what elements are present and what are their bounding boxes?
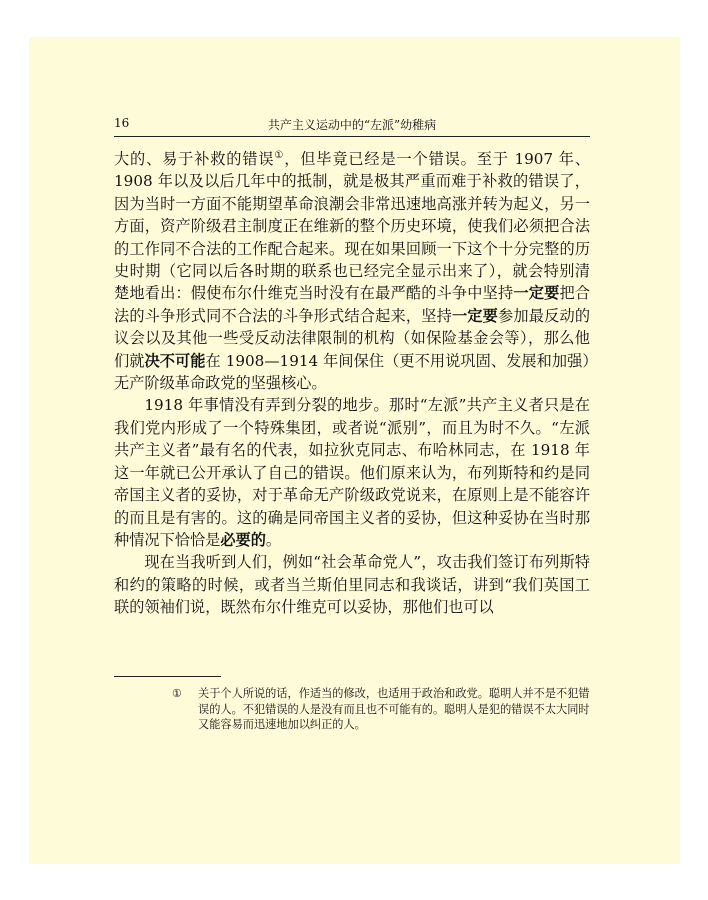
emphasis-necessary: 必要的 (220, 530, 266, 549)
paragraph-1-text-a: 大的、易于补救的错误 (114, 150, 275, 168)
paragraph-2-text-b: 。 (265, 530, 282, 549)
paragraph-1 (114, 148, 590, 394)
paragraph-1-text-d: 参加最反动的议会以及其他一些受反动法律限制的机构（如保险基金会等），那么他们就 (114, 306, 591, 370)
paragraph-1-text-b: ，但毕竟已经是一个错误。至于 1907 年、1908 年以及以后几年中的抵制，就是极其严重而难于补救的错误了，因为当时一方面不能期望革命浪潮会非常迅速地高涨并转为起义，另一方面，资产阶级君主制度正在维新的整个历史环境，使我们必须把合法的工作同不合法的工作配合起来。现在如果回顾一下这个十分完整的历史时期（它同以后各时期的联系也已经完全显示出来了），就会特别清楚地看出：假使布尔什维克当时没有在最严酷的斗争中坚持 (114, 150, 591, 303)
footnote-mark: ① (172, 687, 183, 700)
running-title: 共产主义运动中的“左派”幼稚病 (267, 118, 437, 132)
footnote-text: 关于个人所说的话，作适当的修改，也适用于政治和政党。聪明人并不是不犯错误的人。不犯错误的人是没有而且也不可能有的。聪明人是犯的错误不太大同时又能容易而迅速地加以纠正的人。 (198, 687, 590, 731)
footnote (172, 686, 592, 733)
running-header (114, 110, 590, 137)
paragraph-1-text-c: 把合法的斗争形式同不合法的斗争形式结合起来，坚持 (114, 284, 591, 325)
body-text (114, 148, 590, 619)
page-number: 16 (114, 116, 130, 130)
footnote-reference: ① (274, 149, 285, 161)
emphasis-must-2: 一定要 (451, 306, 499, 325)
paragraph-2-text-a: 1918 年事情没有弄到分裂的地步。那时“左派”共产主义者只是在我们党内形成了一个特殊集团，或者说“派别”，而且为时不久。“左派共产主义者”最有名的代表，如拉狄克同志、布哈林同志，在 1918 年这一年就已公开承认了自己的错误。他们原来认为，布列斯特和约是同帝国主义者的妥协，对于革命无产阶级政党说来，在原则上是不能容许的而且是有害的。这的确是同帝国主义者的妥协，但这种妥协在当时那种情况下恰恰是 (114, 396, 590, 549)
paragraph-3 (114, 551, 590, 618)
footnote-divider (114, 676, 221, 677)
paragraph-1-text-e: 在 1908—1914 年间保住（更不用说巩固、发展和加强）无产阶级革命政党的坚强核心。 (114, 351, 591, 393)
paragraph-2 (114, 394, 590, 551)
emphasis-must-1: 一定要 (513, 284, 560, 303)
paragraph-3-text-a: 现在当我听到人们，例如“社会革命党人”，攻击我们签订布列斯特和约的策略的时候，或者当兰斯伯里同志和我谈话，讲到“我们英国工联的领袖们说，既然布尔什维克可以妥协，那他们也可以 (114, 553, 590, 617)
emphasis-never: 决不可能 (144, 351, 206, 370)
